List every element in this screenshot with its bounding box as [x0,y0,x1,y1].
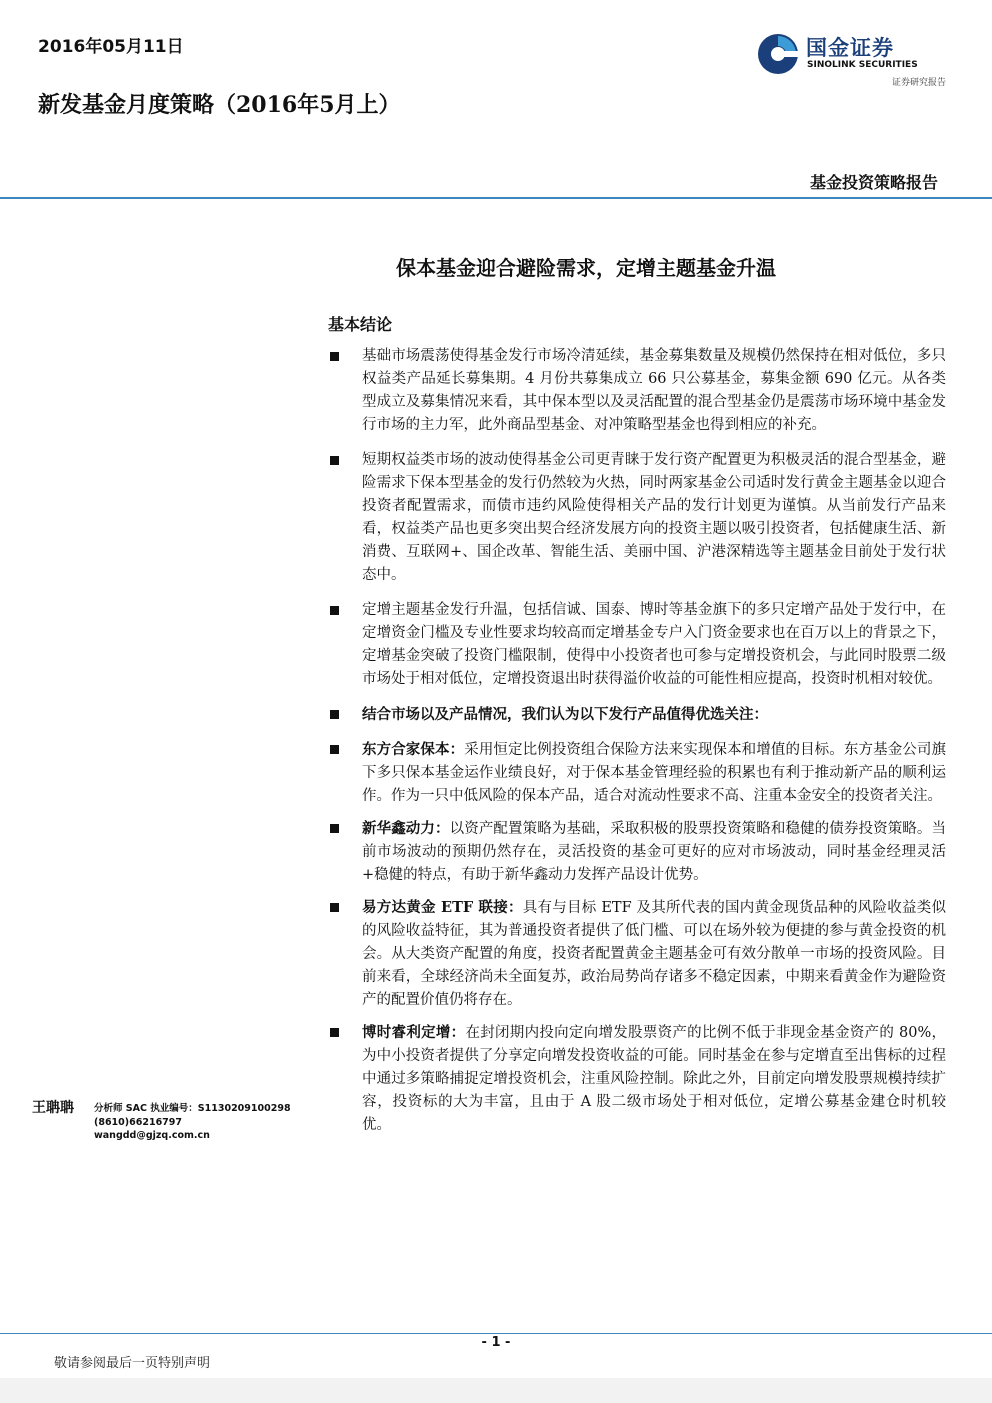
bullet-item [328,599,946,691]
bullet-lead: 博时睿利定增： [362,1024,466,1041]
header-divider [0,197,992,199]
bullet-square-icon [330,710,339,719]
bullet-square-icon [330,903,339,912]
logo-subtitle: 证券研究报告 [891,78,946,88]
logo-name-cn: 国金证券 [806,36,894,60]
bullet-text: 在封闭期内投向定向增发股票资产的比例不低于非现金基金资产的 80%，为中小投资者提供了分享定向增发投资收益的可能。同时基金在参与定增直至出售标的过程中通过多策略捕捉定增投资机会，注重风险控制。除此之外，目前定向增发股票规模持续扩容，投资标的大为丰富，且由于 A 股二级市场处于相对低位，定增公募基金建仓时机较优。 [362,1025,946,1133]
company-logo [756,32,946,88]
bullet-item [328,817,946,887]
author-name: 王聃聃 [32,1100,74,1116]
bullet-text: 采用恒定比例投资组合保险方法来实现保本和增值的目标。东方基金公司旗下多只保本基金运作业绩良好，对于保本基金管理经验的积累也有利于推动新产品的顺利运作。作为一只中低风险的保本产品，适合对流动性要求不高、注重本金安全的投资者关注。 [362,742,946,804]
bullet-text: 基础市场震荡使得基金发行市场冷清延续，基金募集数量及规模仍然保持在相对低位，多只权益类产品延长募集期。4 月份共募集成立 66 只公募基金，募集金额 690 亿元。从各类型成立及募集情况来看，其中保本型以及灵活配置的混合型基金仍是震荡市场环境中基金发行市场的主力军，此外商品型基金、对冲策略型基金也得到相应的补充。 [362,348,946,433]
author-info [94,1102,291,1143]
bullet-square-icon [330,745,339,754]
conclusion-list [328,345,946,1137]
author-cert: 分析师 SAC 执业编号：S1130209100298 [94,1103,291,1114]
bullet-lead: 新华鑫动力： [362,820,450,837]
bullet-lead: 东方合家保本： [362,741,465,758]
headline: 保本基金迎合避险需求，定增主题基金升温 [396,256,776,280]
page-bottom-band [0,1378,992,1403]
sinolink-logo-icon [756,32,800,76]
bullet-item [328,738,946,808]
logo-name-en: SINOLINK SECURITIES [807,60,918,70]
bullet-square-icon [330,456,339,465]
section-title: 基本结论 [328,315,393,334]
bullet-square-icon [330,352,339,361]
bullet-square-icon [330,1028,339,1037]
bullet-item [328,345,946,437]
bullet-square-icon [330,824,339,833]
disclaimer-note: 敬请参阅最后一页特别声明 [54,1356,211,1371]
page-number: - 1 - [481,1335,511,1350]
footer-divider [0,1333,992,1334]
bullet-square-icon [330,606,339,615]
document-title: 新发基金月度策略（2016年5月上） [38,92,401,118]
report-type: 基金投资策略报告 [809,173,938,192]
author-email[interactable]: wangdd@gjzq.com.cn [94,1130,210,1141]
bullet-lead: 易方达黄金 ETF 联接： [362,899,523,916]
bullet-text: 具有与目标 ETF 及其所代表的国内黄金现货品种的风险收益类似的风险收益特征，其为普通投资者提供了低门槛、可以在场外较为便捷的参与黄金投资的机会。从大类资产配置的角度，投资者配置黄金主题基金可有效分散单一市场的投资风险。目前来看，全球经济尚未全面复苏，政治局势尚存诸多不稳定因素，中期来看黄金作为避险资产的配置价值仍将存在。 [362,900,946,1008]
bullet-text: 结合市场以及产品情况，我们认为以下发行产品值得优选关注： [362,706,768,723]
bullet-text: 短期权益类市场的波动使得基金公司更青睐于发行资产配置更为积极灵活的混合型基金，避险需求下保本型基金的发行仍然较为火热，同时两家基金公司适时发行黄金主题基金以迎合投资者配置需求，而债市违约风险使得相关产品的发行计划更为谨慎。从当前发行产品来看，权益类产品也更多突出契合经济发展方向的投资主题以吸引投资者，包括健康生活、新消费、互联网+、国企改革、智能生活、美丽中国、沪港深精选等主题基金目前处于发行状态中。 [362,452,946,583]
report-date: 2016年05月11日 [38,37,184,57]
bullet-item [328,896,946,1012]
bullet-item [328,449,946,587]
bullet-text: 定增主题基金发行升温，包括信诚、国泰、博时等基金旗下的多只定增产品处于发行中，在定增资金门槛及专业性要求均较高而定增基金专户入门资金要求也在百万以上的背景之下，定增基金突破了投资门槛限制，使得中小投资者也可参与定增投资机会，与此同时股票二级市场处于相对低位，定增投资退出时获得溢价收益的可能性相应提高，投资时机相对较优。 [362,602,946,687]
author-phone: (8610)66216797 [94,1116,183,1128]
bullet-item [328,703,946,726]
bullet-item [328,1021,946,1137]
bullet-text: 以资产配置策略为基础，采取积极的股票投资策略和稳健的债券投资策略。当前市场波动的预期仍然存在，灵活投资的基金可更好的应对市场波动，同时基金经理灵活+稳健的特点，有助于新华鑫动力发挥产品设计优势。 [362,821,947,883]
